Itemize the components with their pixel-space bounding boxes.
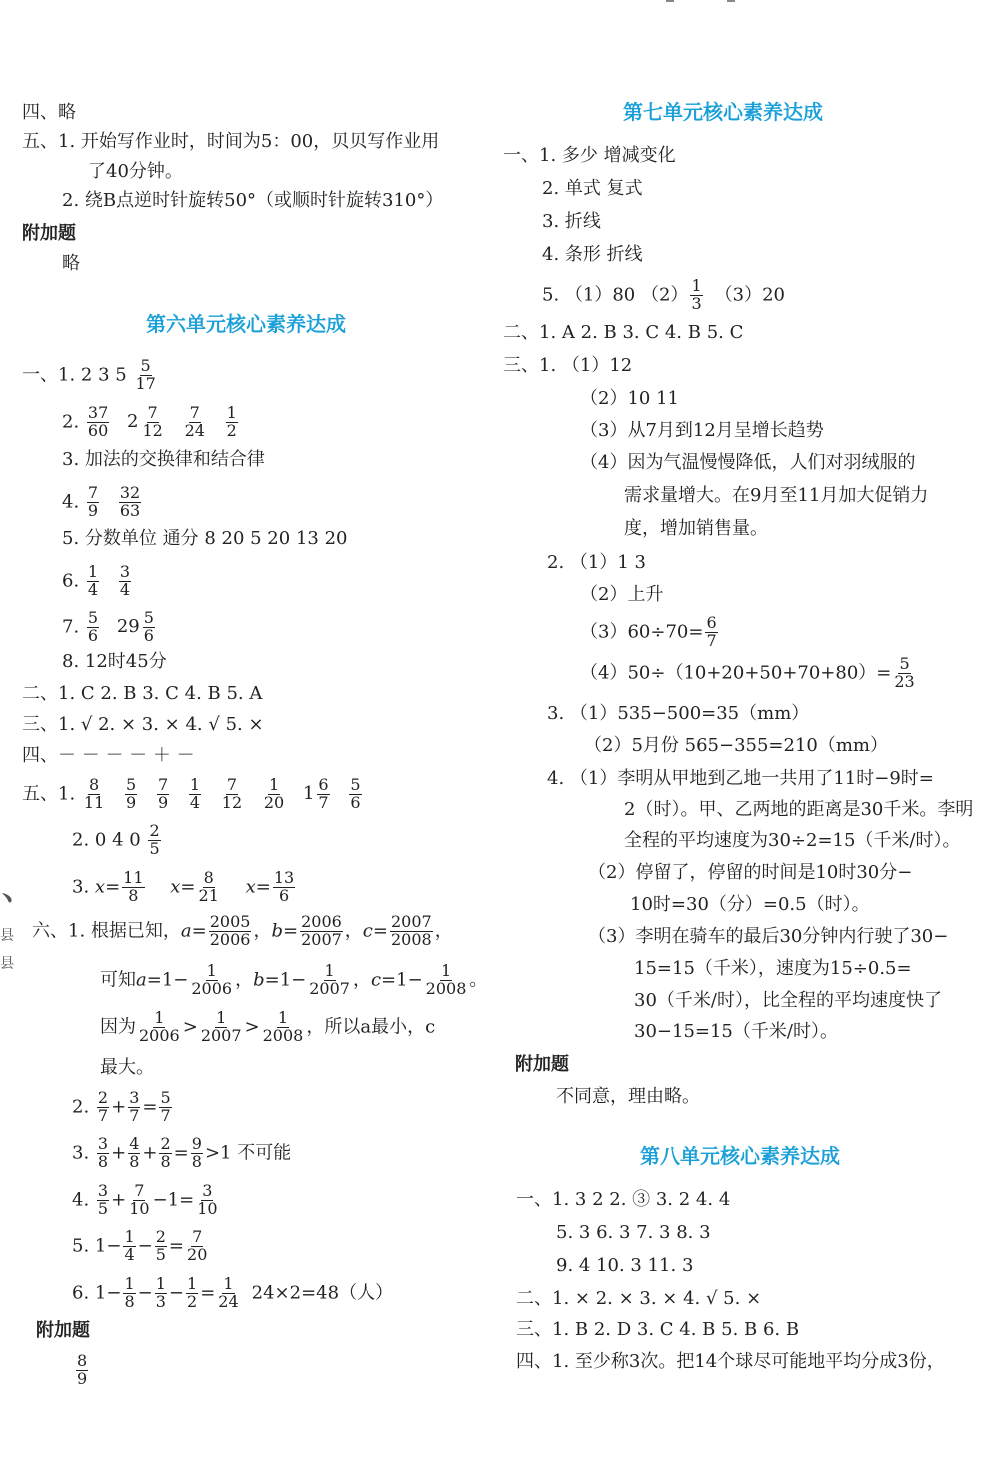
u6-q6-1-line3: 因为 $\frac{1}{2006}$ > $\frac{1}{2007}$ > $\frac{1}{2008}$ ，所以a最小，c xyxy=(100,1008,436,1045)
u7-q3-2-4: （4）50÷（10+20+50+70+80）= $\frac{5}{23}$ xyxy=(580,654,915,691)
u6-q2: 二、1. C 2. B 3. C 4. B 5. A xyxy=(22,683,263,704)
unit6-title: 第六单元核心素养达成 xyxy=(146,312,346,336)
edge-mark: ﹅ xyxy=(0,891,14,907)
u7-q1-1: 一、1. 多少 增减变化 xyxy=(503,145,676,166)
u6-q6-1-line1: 六、1. 根据已知，a= $\frac{2005}{2006}$ ，b= $\frac{2006}{2007}$ ，c= $\frac{2007}{2008}$ ， xyxy=(32,912,453,949)
edge-mark: 县 xyxy=(0,956,14,972)
u6-q3: 三、1. √ 2. × 3. × 4. √ 5. × xyxy=(22,714,264,735)
u7-q3-4-3b: 15=15（千米），速度为15÷0.5= xyxy=(634,958,912,979)
u7-q1-4: 4. 条形 折线 xyxy=(542,244,643,265)
u6-q1-7: 7. $\frac{5}{6}$ 29 5 6 xyxy=(62,608,154,645)
u6-q5-1: 五、1. $\frac{8}{11}$ $\frac{5}{9}$ $\frac{7}{9}$ $\frac{1}{4}$ $\frac{7}{12}$ $\frac{1}{20}$ 1 6 7 $\frac{5}{6}$ xyxy=(22,775,361,812)
unit8-title: 第八单元核心素养达成 xyxy=(640,1144,840,1168)
u7-q1-2: 2. 单式 复式 xyxy=(542,178,643,199)
edge-mark: 县 xyxy=(0,928,14,944)
u7-q3-4-2b: 10时=30（分）=0.5（时）。 xyxy=(630,894,870,915)
u7-q1-5: 5. （1）80 （2） $\frac{1}{3}$ （3）20 xyxy=(542,276,785,313)
u7-q3-1-4b: 需求量增大。在9月至11月加大促销力 xyxy=(624,485,929,506)
u6-q1-1: 一、1. 2 3 5 $\frac{5}{17}$ xyxy=(22,356,156,393)
section-5-q1-line2: 了40分钟。 xyxy=(88,161,183,182)
u7-q3-3-1: 3. （1）535−500=35（mm） xyxy=(547,703,810,724)
u7-q3-1-3: （3）从7月到12月呈增长趋势 xyxy=(580,420,824,441)
bonus-answer: 略 xyxy=(62,253,80,274)
u6-q1-3: 3. 加法的交换律和结合律 xyxy=(62,449,265,470)
u6-q4: 四、－ － － － ＋ － xyxy=(22,745,195,766)
u8-q1-c: 9. 4 10. 3 11. 3 xyxy=(556,1255,694,1276)
u7-q3-1-4a: （4）因为气温慢慢降低，人们对羽绒服的 xyxy=(580,452,916,473)
u7-q3-1-4c: 度，增加销售量。 xyxy=(624,518,768,539)
section-5-q2: 2. 绕B点逆时针旋转50°（或顺时针旋转310°） xyxy=(62,190,444,211)
u6-q6-5: 5. 1− $\frac{1}{4}$ − $\frac{2}{5}$ = $\frac{7}{20}$ xyxy=(72,1227,208,1264)
bonus2-heading: 附加题 xyxy=(36,1320,90,1341)
u7-q3-4-2a: （2）停留了，停留的时间是10时30分− xyxy=(588,862,913,883)
u6-q1-5: 5. 分数单位 通分 8 20 5 20 13 20 xyxy=(62,528,348,549)
u7-q3-4-3a: （3）李明在骑车的最后30分钟内行驶了30− xyxy=(588,926,949,947)
u7-q3-2-1: 2. （1）1 3 xyxy=(547,552,646,573)
u7-q3-4-1c: 全程的平均速度为30÷2=15（千米/时）。 xyxy=(624,830,961,851)
u7-q3-1-1: 三、1. （1）12 xyxy=(503,355,633,376)
u8-q1-a: 一、1. 3 2 2. ③ 3. 2 4. 4 xyxy=(516,1189,731,1210)
u7-q3-4-1b: 2（时）。甲、乙两地的距离是30千米。李明 xyxy=(624,799,974,820)
u7-q2: 二、1. A 2. B 3. C 4. B 5. C xyxy=(503,322,744,343)
u7-q3-4-3c: 30（千米/时），比全程的平均速度快了 xyxy=(634,990,942,1011)
section-5-q1-line1: 五、1. 开始写作业时，时间为5：00，贝贝写作业用 xyxy=(22,131,440,152)
u6-q6-2: 2. $\frac{2}{7}$ + $\frac{3}{7}$ = $\frac{5}{7}$ xyxy=(72,1088,171,1125)
bonus2-answer: $\frac{8}{9}$ xyxy=(77,1351,88,1388)
u7-bonus-answer: 不同意，理由略。 xyxy=(556,1086,700,1107)
u7-q1-3: 3. 折线 xyxy=(542,211,601,232)
u7-q3-4-3d: 30−15=15（千米/时）。 xyxy=(634,1021,838,1042)
u6-q1-8: 8. 12时45分 xyxy=(62,651,167,672)
u8-q2: 二、1. × 2. × 3. × 4. √ 5. × xyxy=(516,1288,762,1309)
u6-q6-3: 3. $\frac{3}{8}$ + $\frac{4}{8}$ + $\frac{2}{8}$ = $\frac{9}{8}$ >1 不可能 xyxy=(72,1134,292,1171)
u8-q4: 四、1. 至少称3次。把14个球尽可能地平均分成3份， xyxy=(516,1351,945,1372)
u7-q3-4-1a: 4. （1）李明从甲地到乙地一共用了11时−9时= xyxy=(547,768,934,789)
u6-q5-2: 2. 0 4 0 $\frac{2}{5}$ xyxy=(72,821,160,858)
u8-q3: 三、1. B 2. D 3. C 4. B 5. B 6. B xyxy=(516,1319,800,1340)
u7-q3-2-2: （2）上升 xyxy=(580,584,664,605)
u6-q1-4: 4. $\frac{7}{9}$ $\frac{32}{63}$ xyxy=(62,483,141,520)
bonus-heading: 附加题 xyxy=(22,223,76,244)
u7-q3-1-2: （2）10 11 xyxy=(580,388,679,409)
unit7-title: 第七单元核心素养达成 xyxy=(623,100,823,124)
u6-q6-1-line4: 最大。 xyxy=(100,1057,154,1078)
u6-q6-1-line2: 可知a=1− $\frac{1}{2006}$ ，b=1− $\frac{1}{2007}$ ，c=1− $\frac{1}{2008}$ 。 xyxy=(100,961,488,998)
u8-q1-b: 5. 3 6. 3 7. 3 8. 3 xyxy=(556,1222,711,1243)
u6-q6-4: 4. $\frac{3}{5}$ + $\frac{7}{10}$ −1= $\frac{3}{10}$ xyxy=(72,1181,218,1218)
section-4: 四、略 xyxy=(22,102,76,123)
u7-bonus-heading: 附加题 xyxy=(515,1054,569,1075)
u7-q3-3-2: （2）5月份 565−355=210（mm） xyxy=(584,735,888,756)
u6-q1-2: 2. $\frac{37}{60}$ 2 7 12 $\frac{7}{24}$ $\frac{1}{2}$ xyxy=(62,403,237,440)
u6-q6-6: 6. 1− $\frac{1}{8}$ − $\frac{1}{3}$ − $\frac{1}{2}$ = $\frac{1}{24}$ 24×2=48（人） xyxy=(72,1274,394,1311)
u6-q5-3: 3. x= $\frac{11}{8}$ x= $\frac{8}{21}$ x= $\frac{13}{6}$ xyxy=(72,868,295,905)
u6-q1-6: 6. $\frac{1}{4}$ $\frac{3}{4}$ xyxy=(62,562,131,599)
u7-q3-2-3: （3）60÷70= $\frac{6}{7}$ xyxy=(580,613,717,650)
